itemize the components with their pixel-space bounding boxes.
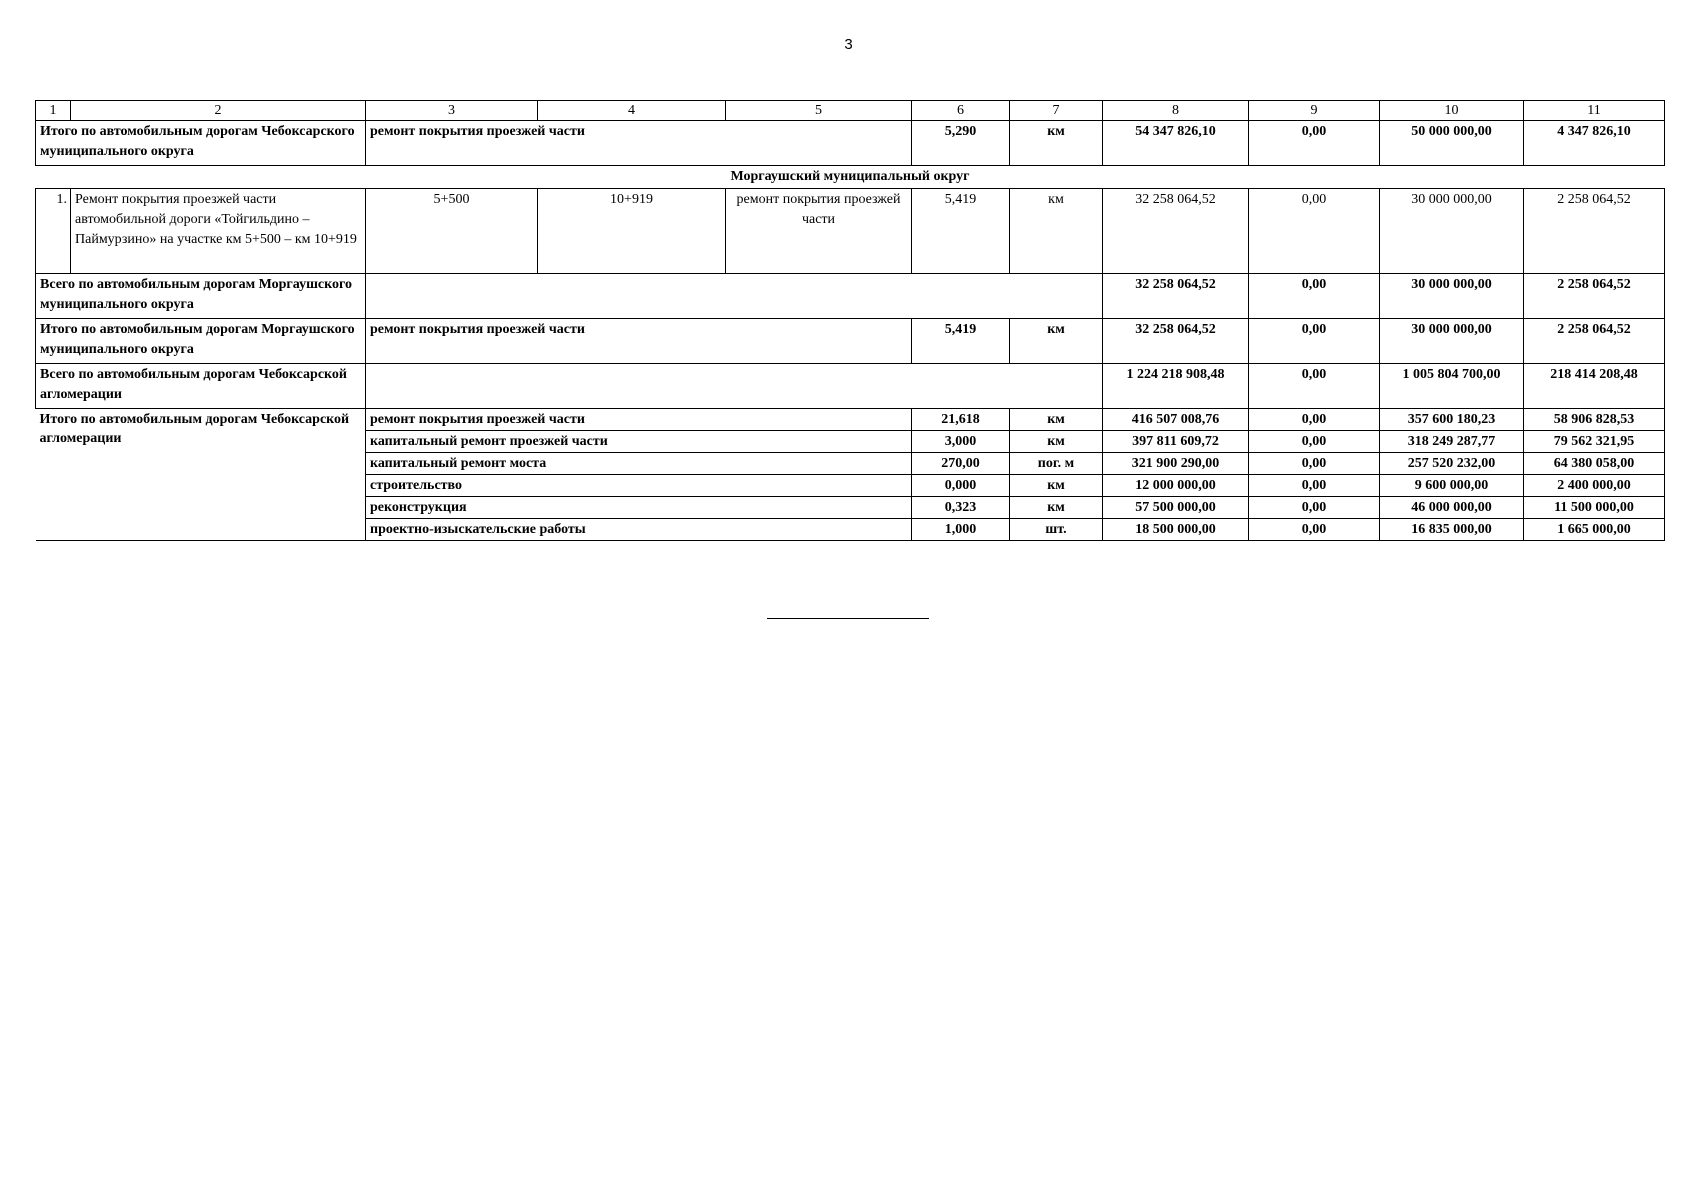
morg-total-row bbox=[36, 319, 1665, 364]
col10-value: 46 000 000,00 bbox=[1380, 497, 1524, 519]
col-header-2: 2 bbox=[71, 101, 366, 121]
funding-table bbox=[35, 100, 1665, 541]
unit-value: км bbox=[1010, 431, 1103, 453]
row-label: Итого по автомобильным дорогам Чебоксарской агломерации bbox=[36, 409, 366, 541]
col11-value: 1 665 000,00 bbox=[1524, 519, 1665, 541]
item-col11: 2 258 064,52 bbox=[1524, 189, 1665, 274]
work-type: реконструкция bbox=[366, 497, 912, 519]
col10-value: 9 600 000,00 bbox=[1380, 475, 1524, 497]
row-label: Итого по автомобильным дорогам Моргаушского муниципального округа bbox=[36, 319, 366, 364]
empty-span bbox=[366, 274, 1103, 319]
document-end-divider bbox=[767, 618, 929, 619]
item-row bbox=[36, 189, 1665, 274]
unit-value: км bbox=[1010, 319, 1103, 364]
region-header-row bbox=[36, 166, 1665, 189]
col10-value: 50 000 000,00 bbox=[1380, 121, 1524, 166]
col9-value: 0,00 bbox=[1249, 319, 1380, 364]
col-header-5: 5 bbox=[726, 101, 912, 121]
cheb-mo-total-row bbox=[36, 121, 1665, 166]
page-number: 3 bbox=[844, 36, 853, 53]
col10-value: 30 000 000,00 bbox=[1380, 319, 1524, 364]
col-header-8: 8 bbox=[1103, 101, 1249, 121]
col8-value: 32 258 064,52 bbox=[1103, 319, 1249, 364]
empty-span bbox=[366, 364, 1103, 409]
length-value: 270,00 bbox=[912, 453, 1010, 475]
col8-value: 54 347 826,10 bbox=[1103, 121, 1249, 166]
col8-value: 397 811 609,72 bbox=[1103, 431, 1249, 453]
col11-value: 2 258 064,52 bbox=[1524, 319, 1665, 364]
col10-value: 318 249 287,77 bbox=[1380, 431, 1524, 453]
unit-value: пог. м bbox=[1010, 453, 1103, 475]
morg-all-row bbox=[36, 274, 1665, 319]
col8-value: 57 500 000,00 bbox=[1103, 497, 1249, 519]
item-work-type: ремонт покрытия проезжей части bbox=[726, 189, 912, 274]
row-label: Всего по автомобильным дорогам Чебоксарской агломерации bbox=[36, 364, 366, 409]
col9-value: 0,00 bbox=[1249, 497, 1380, 519]
col10-value: 357 600 180,23 bbox=[1380, 409, 1524, 431]
length-value: 1,000 bbox=[912, 519, 1010, 541]
length-value: 5,419 bbox=[912, 319, 1010, 364]
item-col10: 30 000 000,00 bbox=[1380, 189, 1524, 274]
col9-value: 0,00 bbox=[1249, 274, 1380, 319]
unit-value: км bbox=[1010, 121, 1103, 166]
col-header-3: 3 bbox=[366, 101, 538, 121]
work-type: капитальный ремонт проезжей части bbox=[366, 431, 912, 453]
col-header-9: 9 bbox=[1249, 101, 1380, 121]
unit-value: км bbox=[1010, 475, 1103, 497]
aggl-total-row bbox=[36, 409, 1665, 431]
col11-value: 11 500 000,00 bbox=[1524, 497, 1665, 519]
unit-value: км bbox=[1010, 497, 1103, 519]
item-start-km: 5+500 bbox=[366, 189, 538, 274]
col8-value: 416 507 008,76 bbox=[1103, 409, 1249, 431]
col-header-1: 1 bbox=[36, 101, 71, 121]
region-title: Моргаушский муниципальный округ bbox=[36, 166, 1665, 189]
item-unit: км bbox=[1010, 189, 1103, 274]
col10-value: 257 520 232,00 bbox=[1380, 453, 1524, 475]
col-header-7: 7 bbox=[1010, 101, 1103, 121]
col11-value: 218 414 208,48 bbox=[1524, 364, 1665, 409]
col9-value: 0,00 bbox=[1249, 431, 1380, 453]
item-name: Ремонт покрытия проезжей части автомобильной дороги «Тойгильдино – Паймурзино» на участке км 5+500 – км 10+919 bbox=[71, 189, 366, 274]
item-length: 5,419 bbox=[912, 189, 1010, 274]
col9-value: 0,00 bbox=[1249, 364, 1380, 409]
col8-value: 321 900 290,00 bbox=[1103, 453, 1249, 475]
col8-value: 12 000 000,00 bbox=[1103, 475, 1249, 497]
item-number: 1. bbox=[36, 189, 71, 274]
col10-value: 1 005 804 700,00 bbox=[1380, 364, 1524, 409]
col9-value: 0,00 bbox=[1249, 121, 1380, 166]
col-header-11: 11 bbox=[1524, 101, 1665, 121]
col11-value: 2 400 000,00 bbox=[1524, 475, 1665, 497]
item-col8: 32 258 064,52 bbox=[1103, 189, 1249, 274]
work-type: ремонт покрытия проезжей части bbox=[366, 319, 912, 364]
col-header-4: 4 bbox=[538, 101, 726, 121]
length-value: 5,290 bbox=[912, 121, 1010, 166]
col9-value: 0,00 bbox=[1249, 475, 1380, 497]
unit-value: км bbox=[1010, 409, 1103, 431]
col11-value: 64 380 058,00 bbox=[1524, 453, 1665, 475]
col11-value: 2 258 064,52 bbox=[1524, 274, 1665, 319]
aggl-all-row bbox=[36, 364, 1665, 409]
work-type: проектно-изыскательские работы bbox=[366, 519, 912, 541]
work-type: ремонт покрытия проезжей части bbox=[366, 409, 912, 431]
col9-value: 0,00 bbox=[1249, 519, 1380, 541]
length-value: 0,000 bbox=[912, 475, 1010, 497]
col8-value: 18 500 000,00 bbox=[1103, 519, 1249, 541]
work-type: ремонт покрытия проезжей части bbox=[366, 121, 912, 166]
unit-value: шт. bbox=[1010, 519, 1103, 541]
col11-value: 79 562 321,95 bbox=[1524, 431, 1665, 453]
work-type: строительство bbox=[366, 475, 912, 497]
item-col9: 0,00 bbox=[1249, 189, 1380, 274]
col11-value: 58 906 828,53 bbox=[1524, 409, 1665, 431]
col11-value: 4 347 826,10 bbox=[1524, 121, 1665, 166]
col9-value: 0,00 bbox=[1249, 453, 1380, 475]
length-value: 3,000 bbox=[912, 431, 1010, 453]
length-value: 0,323 bbox=[912, 497, 1010, 519]
col10-value: 30 000 000,00 bbox=[1380, 274, 1524, 319]
row-label: Всего по автомобильным дорогам Моргаушского муниципального округа bbox=[36, 274, 366, 319]
col-header-6: 6 bbox=[912, 101, 1010, 121]
col9-value: 0,00 bbox=[1249, 409, 1380, 431]
col10-value: 16 835 000,00 bbox=[1380, 519, 1524, 541]
row-label: Итого по автомобильным дорогам Чебоксарского муниципального округа bbox=[36, 121, 366, 166]
col-header-10: 10 bbox=[1380, 101, 1524, 121]
length-value: 21,618 bbox=[912, 409, 1010, 431]
col8-value: 32 258 064,52 bbox=[1103, 274, 1249, 319]
column-numbers-row bbox=[36, 101, 1665, 121]
item-end-km: 10+919 bbox=[538, 189, 726, 274]
work-type: капитальный ремонт моста bbox=[366, 453, 912, 475]
col8-value: 1 224 218 908,48 bbox=[1103, 364, 1249, 409]
